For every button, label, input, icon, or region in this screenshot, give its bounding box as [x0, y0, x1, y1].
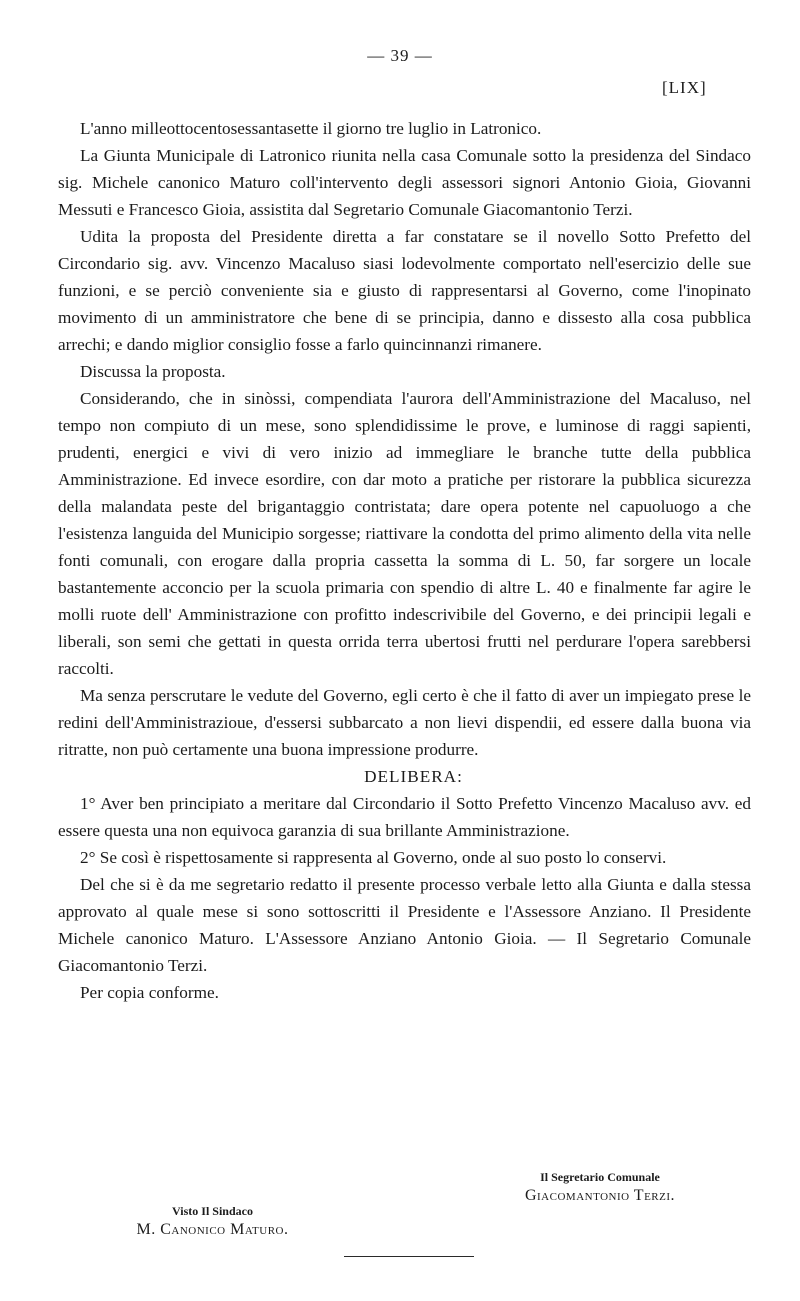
secretary-title: Il Segretario Comunale — [540, 1170, 660, 1184]
document-body — [58, 115, 751, 1006]
paragraph-proposal: Udita la proposta del Presidente diretta a far constatare se il novello Sotto Prefetto del Circondario sig. avv. Vincenzo Macaluso siasi lodevolmente comportato nell'esercizio delle sue funzioni, e se perciò conveniente sia e giusto di rappresentarsi al Governo, come l'inopinato movimento di un amministratore che bene di se principia, danno e dissesto alla cosa pubblica arrechi; e dando miglior consiglio fosse a farlo quincinnanzi rimanere. — [58, 227, 751, 354]
secretary-signature-block — [490, 1170, 710, 1207]
paragraph-assembly: La Giunta Municipale di Latronico riunita nella casa Comunale sotto la presidenza del Sindaco sig. Michele canonico Maturo coll'intervento degli assessori signori Antonio Gioia, Giovanni Messuti e Francesco Gioia, assistita dal Segretario Comunale Giacomantonio Terzi. — [58, 146, 751, 219]
resolution-item-2: 2° Se così è rispettosamente si rappresenta al Governo, onde al suo posto lo conservi. — [80, 848, 667, 867]
paragraph-true-copy: Per copia conforme. — [80, 983, 219, 1002]
paragraph-considering: Considerando, che in sinòssi, compendiata l'aurora dell'Amministrazione del Macaluso, nel tempo non compiuto di un mese, sono splendidissime le prove, e luminose di raggi sapienti, prudenti, energici e vivi di vero inizio ad immegliare le branche tutte della pubblica Amministrazione. Ed invece esordire, con dar moto a pratiche per ristorare la pubblica sicurezza della malandata peste del brigantaggio contristata; dare opera potente nel capuoluogo a che l'esistenza languida del Municipio sorgesse; riattivare la condotta del primo alimento della vita nelle fonti comunali, con erogare dalla propria cassetta la somma di L. 50, far sorgere un locale bastantemente acconcio per la scuola primaria con spendio di altre L. 40 e finalmente far agire le molli ruote dell' Amministrazione con profitto indescrivibile del Governo, e dei principii legali e liberali, son semi che gettati in questa orrida terra ubertosi frutti nel perdurare l'opera sarebbersi raccolti. — [58, 389, 751, 678]
mayor-name: M. Canonico Maturo. — [136, 1221, 289, 1238]
paragraph-date: L'anno milleottocentosessantasette il giorno tre luglio in Latronico. — [80, 119, 542, 138]
delibera-heading: DELIBERA: — [364, 767, 463, 786]
mayor-signature-block — [110, 1204, 315, 1241]
paragraph-minutes: Del che si è da me segretario redatto il presente processo verbale letto alla Giunta e dalla stessa approvato al quale mese si sono sottoscritti il Presidente e l'Assessore Anziano. Il Presidente Michele canonico Maturo. L'Assessore Anziano Antonio Gioia. — Il Segretario Comunale Giacomantonio Terzi. — [58, 875, 751, 975]
paragraph-discussion: Discussa la proposta. — [80, 362, 226, 381]
mayor-title: Visto Il Sindaco — [172, 1204, 253, 1218]
document-id: [LIX] — [662, 78, 707, 97]
page-number: — 39 — — [367, 46, 433, 65]
closing-rule — [344, 1256, 474, 1257]
resolution-item-1: 1° Aver ben principiato a meritare dal Circondario il Sotto Prefetto Vincenzo Macaluso avv. ed essere questa una non equivoca garanzia di sua brillante Amministrazione. — [58, 794, 751, 840]
paragraph-however: Ma senza perscrutare le vedute del Governo, egli certo è che il fatto di aver un impiegato prese le redini dell'Amministrazioue, d'essersi subbarcato a non lievi dispendii, ed essere dalla buona via ritratte, non può certamente una buona impressione produrre. — [58, 686, 751, 759]
secretary-name: Giacomantonio Terzi. — [524, 1187, 676, 1204]
